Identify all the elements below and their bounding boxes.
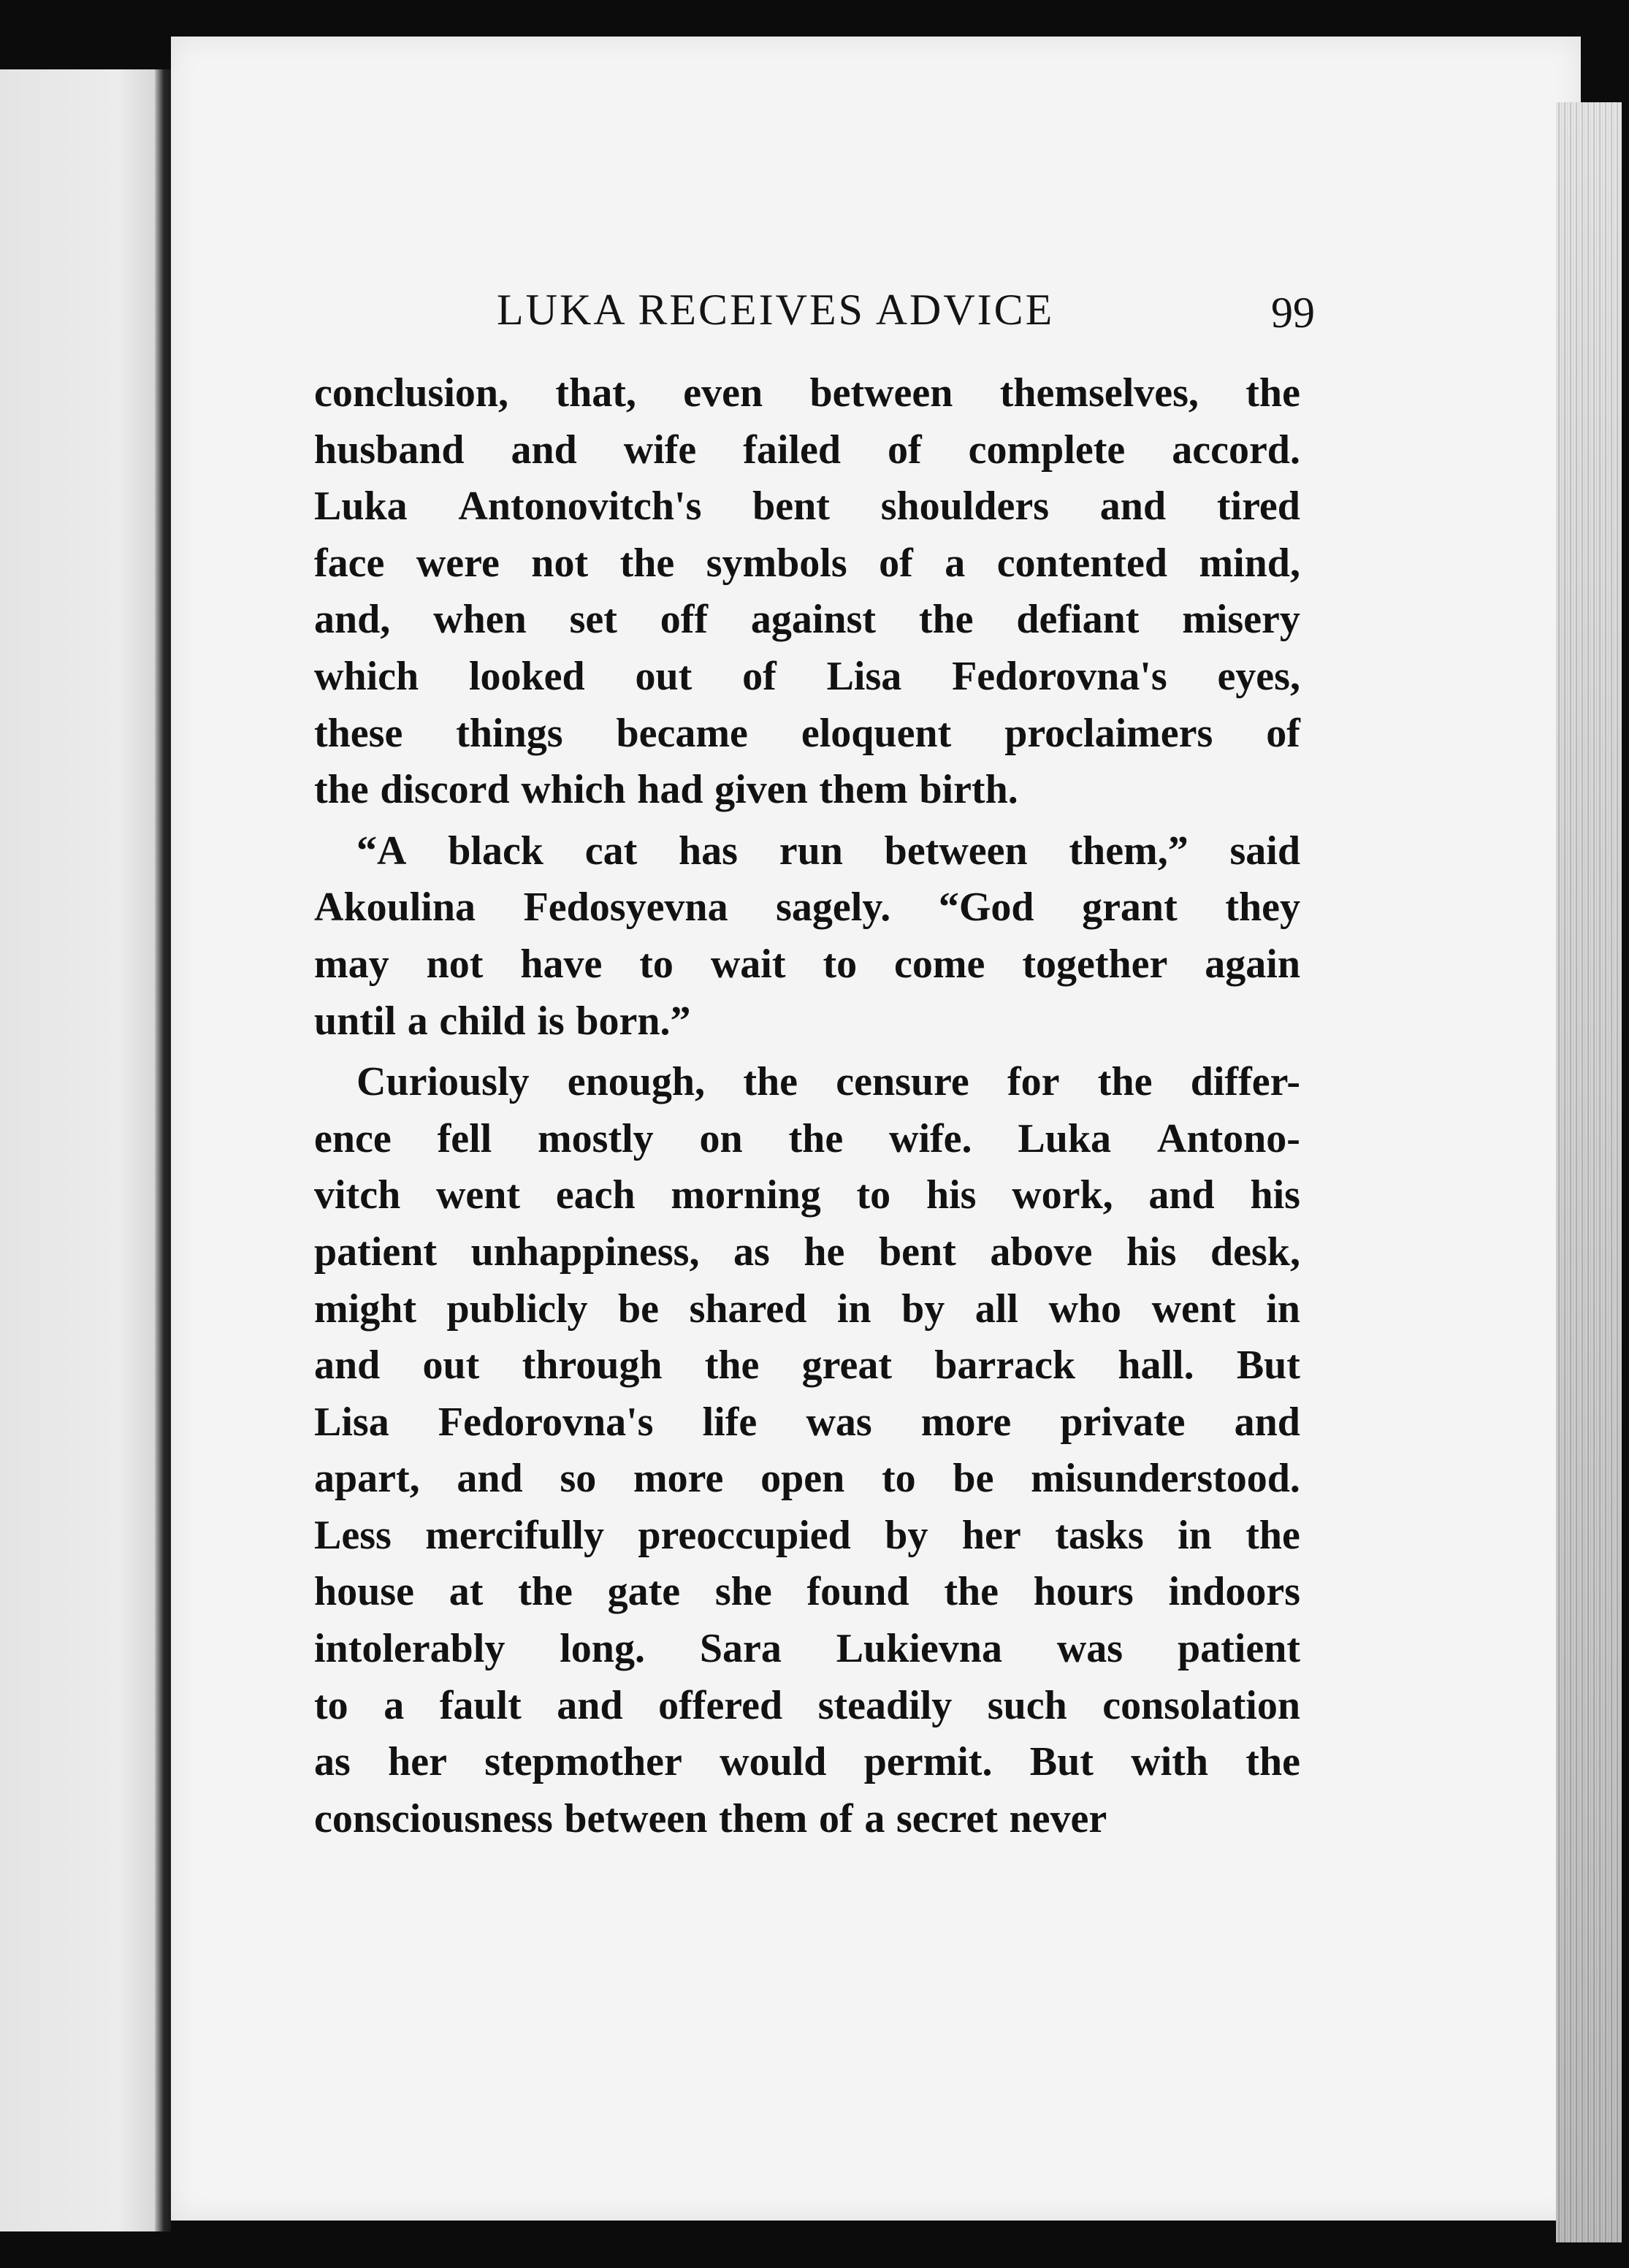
text-line: consciousness between them of a secret never — [314, 1795, 1107, 1841]
text-line: Curiously enough, the censure for the differ- — [356, 1059, 1300, 1105]
text-line: “A black cat has run between them,” said — [356, 828, 1300, 874]
text-line: face were not the symbols of a contented mind, — [314, 540, 1300, 586]
page-header — [497, 285, 1315, 351]
text-line: as her stepmother would permit. But with the — [314, 1739, 1300, 1785]
book-gutter — [155, 69, 171, 2231]
text-line: apart, and so more open to be misunderstood. — [314, 1456, 1300, 1502]
text-line: Lisa Fedorovna's life was more private and — [314, 1399, 1300, 1445]
text-line: might publicly be shared in by all who went in — [314, 1286, 1300, 1332]
paragraph — [314, 1054, 1300, 1847]
text-line: vitch went each morning to his work, and his — [314, 1172, 1300, 1218]
text-line: and out through the great barrack hall. But — [314, 1343, 1300, 1389]
running-head: LUKA RECEIVES ADVICE — [497, 286, 1055, 334]
text-line: conclusion, that, even between themselves, the — [314, 370, 1300, 416]
text-line: Akoulina Fedosyevna sagely. “God grant they — [314, 885, 1300, 931]
text-line: may not have to wait to come together again — [314, 941, 1300, 987]
body-text — [314, 365, 1300, 1847]
text-line: intolerably long. Sara Lukievna was patient — [314, 1626, 1300, 1672]
text-line: house at the gate she found the hours indoors — [314, 1569, 1300, 1615]
text-line: Less mercifully preoccupied by her tasks in the — [314, 1512, 1300, 1558]
text-line: husband and wife failed of complete accord. — [314, 427, 1300, 473]
text-line: Luka Antonovitch's bent shoulders and tired — [314, 484, 1300, 530]
text-line: and, when set off against the defiant misery — [314, 597, 1300, 643]
page-number: 99 — [1271, 289, 1315, 337]
text-line: the discord which had given them birth. — [314, 767, 1018, 813]
text-line: until a child is born.” — [314, 998, 691, 1044]
paragraph — [314, 823, 1300, 1050]
facing-page-edge — [0, 69, 168, 2231]
text-line: to a fault and offered steadily such consolation — [314, 1682, 1300, 1728]
text-line: these things became eloquent proclaimers of — [314, 710, 1300, 756]
page-edges — [1556, 102, 1622, 2242]
text-line: ence fell mostly on the wife. Luka Antono- — [314, 1115, 1300, 1161]
paragraph — [314, 365, 1300, 819]
text-line: which looked out of Lisa Fedorovna's eyes, — [314, 653, 1300, 699]
text-line: patient unhappiness, as he bent above his desk, — [314, 1229, 1300, 1275]
